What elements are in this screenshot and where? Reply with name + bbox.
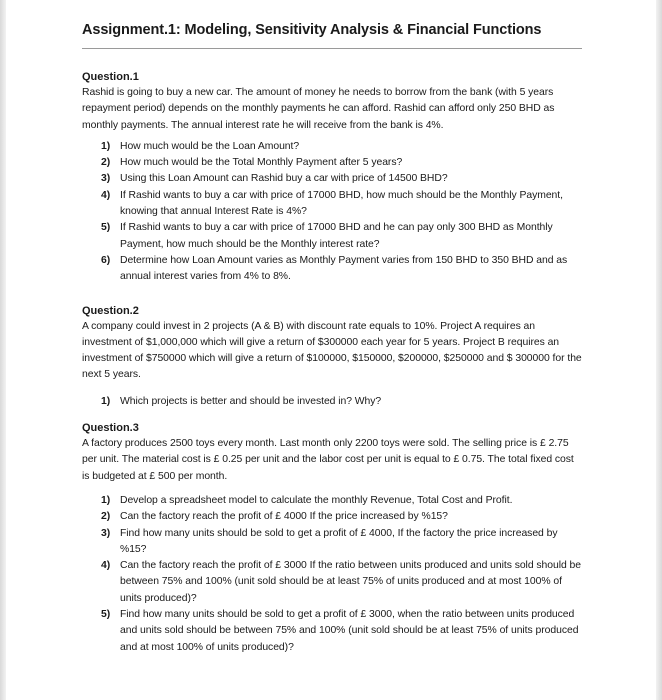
item-text: Find how many units should be sold to get a profit of £ 3000, when the ratio between units produced and units sold should be between 75% and 100% (unit sold should be at least 75% of units produced and at most 100% of units produced)? [120, 609, 579, 653]
item-text: Determine how Loan Amount varies as Monthly Payment varies from 150 BHD to 350 BHD and as annual interest varies from 4% to 8%. [120, 254, 568, 283]
item-text: Using this Loan Amount can Rashid buy a car with price of 14500 BHD? [120, 173, 448, 185]
item-number: 1) [101, 140, 111, 152]
document-title: Assignment.1: Modeling, Sensitivity Analysis & Financial Functions [82, 22, 542, 38]
item-text: Can the factory reach the profit of £ 4000 If the price increased by %15? [120, 511, 448, 523]
list-item [101, 526, 582, 559]
question-2-text: A company could invest in 2 projects (A & B) with discount rate equals to 10%. Project A requires an investment of $1,000,000 which will give a return of $300000 each year for 5 years. Project B requires an investment of $750000 which will give a return of $100000, $150000, $200000, $250000 and $ 300000 for the next 5 years. [82, 320, 582, 381]
page-edge-right [656, 0, 662, 700]
page-edge-left [0, 0, 6, 700]
item-number: 2) [101, 511, 111, 523]
question-1-heading: Question.1 [82, 71, 139, 83]
list-item [101, 493, 582, 509]
list-item [101, 139, 582, 155]
item-number: 4) [101, 560, 111, 572]
item-number: 4) [101, 189, 111, 201]
question-3-heading: Question.3 [82, 422, 139, 435]
list-item [101, 188, 582, 221]
item-number: 2) [101, 157, 111, 169]
item-text: Can the factory reach the profit of £ 3000 If the ratio between units produced and units sold should be between 75% and 100% (unit sold should be at least 75% of units produced and at most 100% of units produced)? [120, 560, 581, 604]
item-text: How much would be the Total Monthly Payment after 5 years? [120, 157, 403, 169]
question-3-text: A factory produces 2500 toys every month. Last month only 2200 toys were sold. The selling price is £ 2.75 per unit. The material cost is £ 0.25 per unit and the labor cost per unit is equal to £ 0.75. The total fixed cost is budgeted at £ 500 per month. [82, 438, 574, 482]
question-2-heading: Question.2 [82, 304, 139, 317]
item-number: 1) [101, 494, 111, 506]
question-1-list [82, 139, 582, 286]
question-3 [82, 420, 582, 656]
question-3-list [82, 493, 582, 656]
list-item [101, 155, 582, 171]
document-page [82, 20, 582, 656]
item-text: Find how many units should be sold to get a profit of £ 4000, If the factory the price increased by %15? [120, 527, 558, 555]
item-number: 3) [101, 527, 111, 539]
question-1 [82, 69, 582, 286]
item-number: 5) [101, 222, 111, 234]
item-number: 1) [101, 395, 111, 407]
list-item [101, 607, 582, 656]
item-text: How much would be the Loan Amount? [120, 140, 300, 152]
item-text: If Rashid wants to buy a car with price of 17000 BHD, how much should be the Monthly Payment, knowing that annual Interest Rate is 4%? [120, 189, 563, 218]
list-item [101, 394, 582, 410]
question-2 [82, 303, 582, 410]
question-2-list [82, 394, 582, 410]
question-1-text: Rashid is going to buy a new car. The amount of money he needs to borrow from the bank (with 5 years repayment period) depends on the monthly payments he can afford. Rashid can afford only 250 BHD as monthly payments. The annual interest rate he will receive from the bank is 4%. [82, 87, 555, 131]
list-item [101, 509, 582, 525]
item-number: 5) [101, 609, 111, 621]
list-item [101, 558, 582, 607]
item-text: If Rashid wants to buy a car with price of 17000 BHD and he can pay only 300 BHD as Monthly Payment, how much should be the Monthly interest rate? [120, 222, 553, 250]
item-text: Which projects is better and should be invested in? Why? [120, 395, 382, 407]
list-item [101, 220, 582, 253]
list-item [101, 171, 582, 187]
item-text: Develop a spreadsheet model to calculate the monthly Revenue, Total Cost and Profit. [120, 494, 513, 506]
title-divider [82, 48, 582, 49]
item-number: 6) [101, 254, 111, 266]
list-item [101, 253, 582, 286]
item-number: 3) [101, 173, 111, 185]
